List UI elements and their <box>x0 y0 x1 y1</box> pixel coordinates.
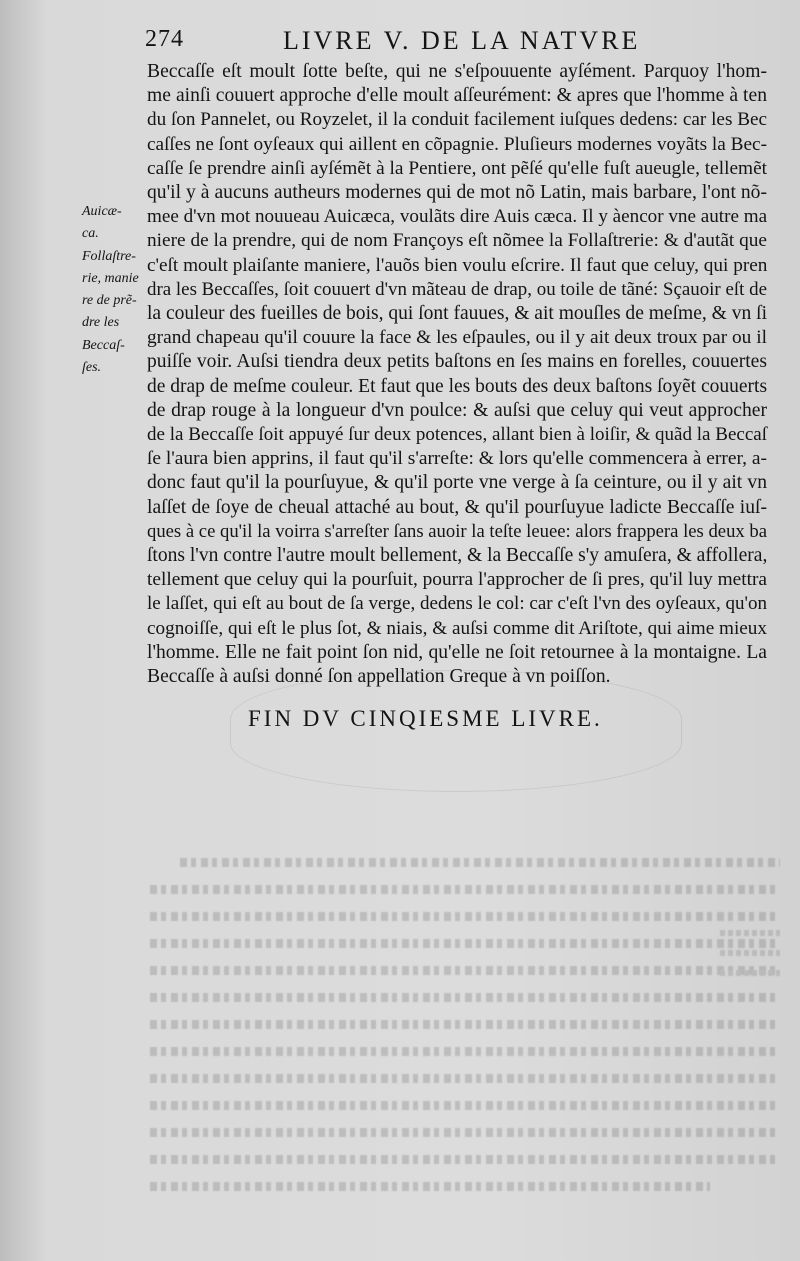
bleed-margin-note <box>720 950 780 956</box>
margin-note <box>82 201 144 379</box>
text-line: puiſſe voir. Auſsi tiendra deux petits baſtons en ſes mains en forelles, couuertes <box>147 351 767 373</box>
text-line: le laſſet, qui eſt au bout de ſa verge, dedens le col: car c'eſt l'vn des oyſeaux, qu'on <box>147 593 767 615</box>
bleed-line <box>150 1182 710 1191</box>
bleed-line <box>150 1128 780 1137</box>
text-line: cognoiſſe, qui eſt le plus ſot, & niais, & auſsi comme dit Ariſtote, qui aime mieux <box>147 617 767 639</box>
text-line: de la Beccaſſe ſoit appuyé ſur deux potences, allant bien à loiſir, & quãd la Beccaſ <box>147 424 767 446</box>
bleed-line <box>150 1155 780 1164</box>
margin-note-line: dre les <box>82 315 120 331</box>
text-line: ſe l'aura bien apprins, il faut qu'il s'arreſte: & lors qu'elle commencera à errer, a- <box>147 448 767 470</box>
margin-note-line: Auicæ- <box>82 204 122 219</box>
bleed-line <box>150 993 780 1002</box>
body-text <box>147 60 767 689</box>
text-line: me ainſi couuert approche d'elle moult aſſeurément: & apres que l'homme à ten <box>147 85 767 107</box>
text-line: ſtons l'vn contre l'autre moult bellement, & la Beccaſſe s'y amuſera, & affollera, <box>147 545 768 567</box>
bleed-line <box>150 1047 780 1056</box>
text-line: niere de la prendre, qui de nom Françoys eſt nõmee la Follaſtrerie: & d'autãt que <box>147 230 767 252</box>
margin-note-line: rie, manie <box>82 270 139 286</box>
text-line: caſſes ne ſont oyſeaux qui aillent en cõpagnie. Pluſieurs modernes voyãts la Bec- <box>147 133 767 155</box>
bleed-line <box>150 1020 780 1029</box>
bleed-margin-note <box>720 930 780 936</box>
page-header <box>145 26 760 56</box>
margin-note-line: ca. <box>82 226 99 242</box>
text-line: du ſon Pannelet, ou Royzelet, il la conduit facilement iuſques dedens: car les Bec <box>147 109 767 131</box>
text-line: de drap de meſme couleur. Et faut que les bouts des deux baſtons ſoyẽt couuerts <box>147 375 768 397</box>
bleed-line <box>150 1074 780 1083</box>
text-line: de drap rouge à la longueur d'vn poulce: & auſsi que celuy qui veut approcher <box>147 399 767 421</box>
margin-note-line: re de prẽ- <box>82 293 137 309</box>
text-line: tellement que celuy qui la pourſuit, pourra l'approcher de ſi pres, qu'il luy mettra <box>147 569 767 591</box>
text-line: la couleur des fueilles de bois, qui ſont fauues, & ait mouſles de meſme, & vn ſi <box>147 303 767 325</box>
text-line: laſſet de ſoye de cheual attaché au bout, & qu'il pourſuyue ladicte Beccaſſe iuſ- <box>147 496 767 518</box>
text-line: ques à ce qu'il la voirra s'arreſter ſans auoir la teſte leuee: alors frappera les deux ba <box>147 520 768 542</box>
text-line: l'homme. Elle ne fait point ſon nid, qu'elle ne ſoit retournee à la montaigne. La <box>147 641 767 663</box>
text-line: caſſe ſe prendre ainſi ayſémẽt à la Pentiere, ont pẽſé qu'elle fuſt aueugle, tellemẽt <box>147 157 767 179</box>
text-line: mee d'vn mot nouueau Auicæca, voulãts dire Auis cæca. Il y àencor vne autre ma <box>147 206 768 228</box>
text-line: Beccaſſe à auſsi donné ſon appellation Greque à vn poiſſon. <box>147 666 611 688</box>
text-line: dra les Beccaſſes, ſoit couuert d'vn mãteau de drap, ou toile de tãné: Sçauoir eſt de <box>147 278 767 300</box>
text-line: donc faut qu'il la pourſuyue, & qu'il porte vne verge à ſa ceinture, ou il y ait vn <box>147 472 767 494</box>
margin-note-line: ſes. <box>82 360 102 376</box>
text-line: qu'il y à aucuns autheurs modernes qui de mot nõ Latin, mais barbare, l'ont nõ- <box>147 182 767 204</box>
running-title: LIVRE V. DE LA NATVRE <box>283 26 641 55</box>
page-number: 274 <box>145 26 184 52</box>
text-line: grand chapeau qu'il couure la face & les eſpaules, ou il y ait deux troux par ou il <box>147 327 767 349</box>
bleed-line <box>150 912 780 921</box>
text-line: c'eſt moult plaiſante maniere, l'auõs bien voulu eſcrire. Il faut que celuy, qui pren <box>147 254 768 276</box>
bleed-margin-note <box>720 970 780 976</box>
bleed-line <box>150 966 780 975</box>
bleed-line <box>150 1101 780 1110</box>
text-line: Beccaſſe eſt moult ſotte beſte, qui ne s'eſpouuente ayſément. Parquoy l'hom- <box>147 61 767 82</box>
reverse-page-show-through <box>0 780 800 1261</box>
bleed-line <box>180 858 780 867</box>
book-end-colophon: FIN DV CINQIESME LIVRE. <box>248 706 603 731</box>
margin-note-line: Follaſtre- <box>82 248 136 264</box>
bleed-line <box>150 939 780 948</box>
margin-note-line: Beccaſ- <box>82 337 125 353</box>
bleed-line <box>150 885 780 894</box>
